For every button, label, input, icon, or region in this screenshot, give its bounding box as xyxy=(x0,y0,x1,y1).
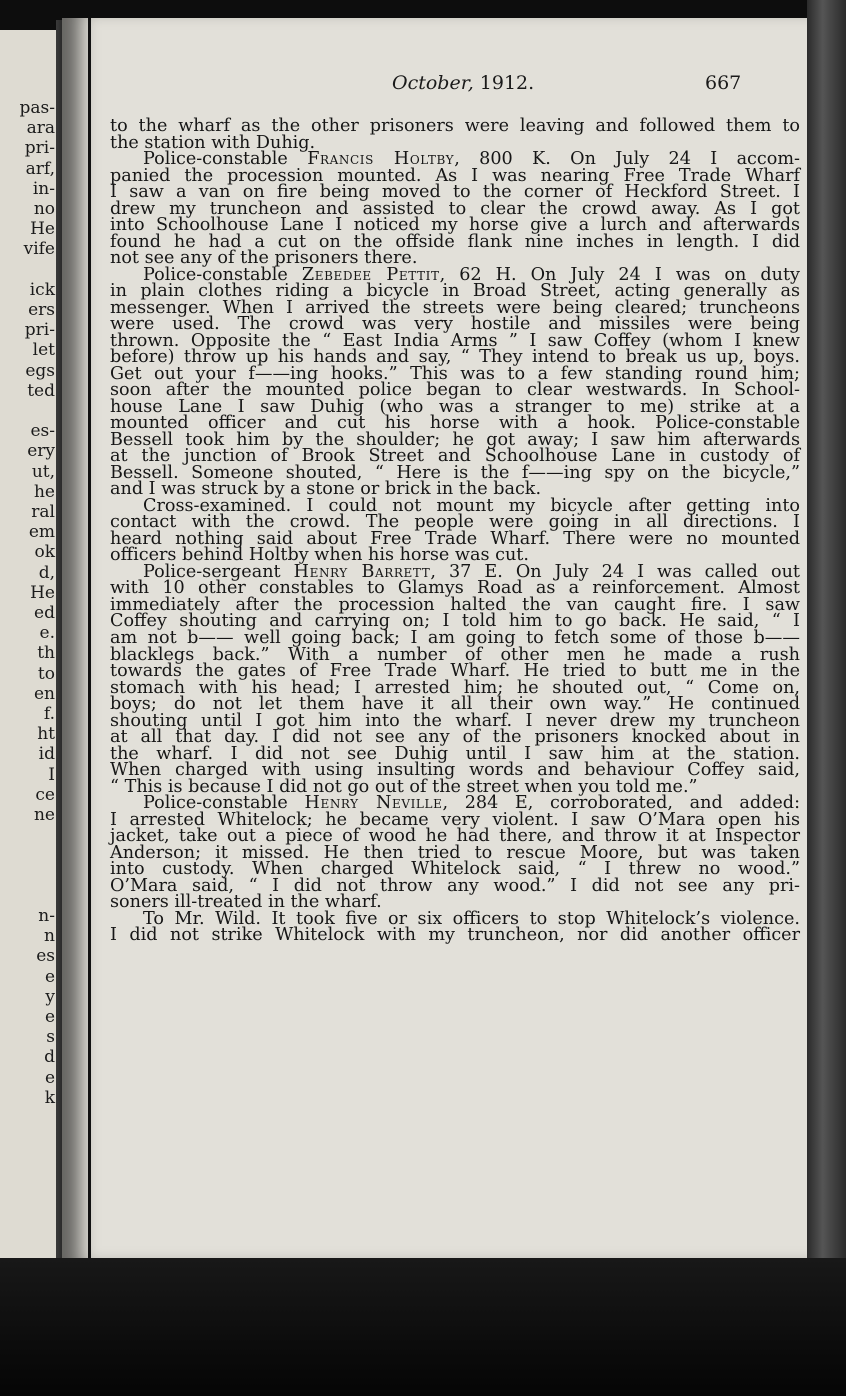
left-page-fragment: e xyxy=(44,966,55,987)
text-line: with 10 other constables to Glamys Road as a reinforcement. Almost xyxy=(110,578,800,599)
left-page-fragment: f. xyxy=(43,704,55,724)
text-line: into Schoolhouse Lane I noticed my horse give a lurch and afterwards xyxy=(110,215,800,236)
text-line: blacklegs back.” With a number of other men he made a rush xyxy=(110,644,800,665)
officer-name: Henry Barrett xyxy=(293,561,431,582)
text-line: soon after the mounted police began to clear westwards. In School- xyxy=(110,380,800,401)
text-line: immediately after the procession halted the van caught fire. I saw xyxy=(110,594,800,615)
left-page-fragment: let xyxy=(32,340,55,361)
left-page-fragment: ery xyxy=(27,441,55,462)
text-line: not see any of the prisoners there. xyxy=(110,248,418,269)
left-page-fragment: pas- xyxy=(19,98,55,118)
left-page-fragment: ted xyxy=(27,380,55,401)
left-page-fragment: es xyxy=(36,946,55,967)
text-line: stomach with his head; I arrested him; he shouted out, “ Come on, xyxy=(110,677,800,698)
left-page-fragment: He xyxy=(30,582,55,603)
left-page-margin xyxy=(0,30,58,1258)
scan-right-border xyxy=(807,0,846,1396)
left-page-fragment: em xyxy=(28,522,55,543)
left-page-fragment: no xyxy=(33,199,55,219)
left-page-fragment: id xyxy=(38,744,55,765)
left-page-fragment: d, xyxy=(38,562,55,583)
text-line: jacket, take out a piece of wood he had there, and throw it at Inspector xyxy=(110,826,800,847)
left-page-fragment: ut, xyxy=(31,461,55,482)
header-year: 1912. xyxy=(479,72,535,94)
officer-name: Zebedee Pettit xyxy=(301,264,440,285)
text-line: Coffey shouting and carrying on; I told him to go back. He said, “ I xyxy=(110,611,800,632)
left-page-fragment: ers xyxy=(28,300,55,320)
text-line: into custody. When charged Whitelock said, “ I threw no wood.” xyxy=(110,859,800,880)
line-text: Police-sergeant xyxy=(143,561,294,582)
line-text: , 284 E, corroborated, and added: xyxy=(442,793,800,814)
text-line: the wharf. I did not see Duhig until I saw him at the station. xyxy=(110,743,800,764)
left-page-fragment: He xyxy=(30,219,55,240)
text-line: Cross-examined. I could not mount my bicycle after getting into xyxy=(143,495,800,516)
text-line: and I was struck by a stone or brick in the back. xyxy=(110,479,542,500)
left-page-fragment: I xyxy=(48,764,55,785)
left-page-fragment: ed xyxy=(34,603,55,623)
text-line: am not b—— well going back; I am going to fetch some of those b—— xyxy=(110,627,800,648)
line-text: , 62 H. On July 24 I was on duty xyxy=(439,264,800,285)
text-line: “ This is because I did not go out of the street when you told me.” xyxy=(110,776,698,797)
line-text: , 37 E. On July 24 I was called out xyxy=(430,561,800,582)
officer-name: Francis Holtby xyxy=(307,149,455,170)
left-page-fragment: s xyxy=(46,1027,55,1048)
text-line: When charged with using insulting words and behaviour Coffey said, xyxy=(110,760,800,781)
officer-name: Henry Neville xyxy=(304,793,443,814)
scan-bottom-border xyxy=(0,1258,846,1396)
left-page-fragment: ce xyxy=(35,784,55,805)
book-page xyxy=(62,18,807,1258)
line-text: Police-constable xyxy=(143,149,308,170)
text-line: soners ill-treated in the wharf. xyxy=(110,892,382,913)
left-page-fragment: ne xyxy=(33,805,55,825)
text-line: Anderson; it missed. He then tried to rescue Moore, but was taken xyxy=(110,842,800,863)
left-page-fragment: e xyxy=(44,1007,55,1027)
text-line: mounted officer and cut his horse with a hook. Police-constable xyxy=(110,413,800,434)
text-line: Get out your f——ing hooks.” This was to a few standing round him; xyxy=(110,363,800,384)
text-line: messenger. When I arrived the streets were being cleared; truncheons xyxy=(110,297,800,318)
left-page-fragment: th xyxy=(37,643,55,664)
line-text: Police-constable xyxy=(143,264,302,285)
left-page-fragment: y xyxy=(45,986,55,1007)
left-page-fragment: e. xyxy=(39,623,55,644)
left-page-fragment: k xyxy=(44,1087,55,1108)
text-line: thrown. Opposite the “ East India Arms ” I saw Coffey (whom I knew xyxy=(110,330,800,351)
left-page-fragment: in- xyxy=(32,178,55,199)
text-line: to the wharf as the other prisoners were leaving and followed them to xyxy=(110,116,800,136)
text-line: Bessell took him by the shoulder; he got away; I saw him afterwards xyxy=(110,429,800,450)
text-line: officers behind Holtby when his horse was cut. xyxy=(110,545,529,566)
page-inner-edge xyxy=(88,18,91,1258)
text-line: I saw a van on fire being moved to the corner of Heckford Street. I xyxy=(110,182,800,203)
left-page-fragment: en xyxy=(33,683,55,704)
text-line: Bessell. Someone shouted, “ Here is the f——ing spy on the bicycle,” xyxy=(110,462,800,483)
left-page-fragment: ok xyxy=(34,542,55,563)
left-page-fragment: arf, xyxy=(25,158,55,179)
header-month: October, xyxy=(392,72,474,94)
text-line: To Mr. Wild. It took five or six officers to stop Whitelock’s violence. xyxy=(143,908,800,929)
page-number: 667 xyxy=(705,72,742,94)
text-line: were used. The crowd was very hostile and missiles were being xyxy=(110,314,800,335)
text-line: towards the gates of Free Trade Wharf. He tried to butt me in the xyxy=(110,661,800,682)
left-page-fragment: egs xyxy=(25,360,55,381)
text-line: contact with the crowd. The people were going in all directions. I xyxy=(110,512,800,533)
left-page-fragment: n xyxy=(44,926,55,947)
text-line: O’Mara said, “ I did not throw any wood.” I did not see any pri- xyxy=(110,875,800,896)
left-page-fragment: to xyxy=(37,663,55,684)
left-page-fragment: n- xyxy=(38,906,55,926)
text-line: at the junction of Brook Street and Schoolhouse Lane in custody of xyxy=(110,446,800,467)
left-page-fragment: pri- xyxy=(24,138,55,159)
body-text xyxy=(110,118,800,944)
left-page-fragment: d xyxy=(44,1047,55,1068)
text-line: the station with Duhig. xyxy=(110,132,316,153)
text-line: at all that day. I did not see any of the prisoners knocked about in xyxy=(110,727,800,748)
left-page-fragment: he xyxy=(33,481,55,502)
running-header xyxy=(392,72,534,94)
left-page-fragment: e xyxy=(44,1067,55,1088)
text-line: before) throw up his hands and say, “ They intend to break us up, boys. xyxy=(110,347,800,368)
text-line: house Lane I saw Duhig (who was a stranger to me) strike at a xyxy=(110,396,800,417)
left-page-fragment: vife xyxy=(23,239,55,260)
left-page-fragment: ral xyxy=(31,502,55,522)
left-page-fragment: pri- xyxy=(24,320,55,341)
left-page-fragment: ick xyxy=(29,279,55,300)
text-line: found he had a cut on the offside flank nine inches in length. I did xyxy=(110,231,800,252)
left-page-fragment: es- xyxy=(30,421,55,442)
line-text: Police-constable xyxy=(143,793,305,814)
text-line: boys; do not let them have it all their own way.” He continued xyxy=(110,694,800,715)
text-line: drew my truncheon and assisted to clear the crowd away. As I got xyxy=(110,198,800,219)
text-line: I did not strike Whitelock with my truncheon, nor did another officer xyxy=(110,925,800,946)
text-line: panied the procession mounted. As I was nearing Free Trade Wharf xyxy=(110,165,800,186)
text-line: I arrested Whitelock; he became very violent. I saw O’Mara open his xyxy=(110,809,800,830)
text-line: heard nothing said about Free Trade Wharf. There were no mounted xyxy=(110,528,800,549)
line-text: , 800 K. On July 24 I accom- xyxy=(454,149,800,170)
left-page-fragment: ara xyxy=(26,118,55,139)
left-page-fragment: ht xyxy=(37,724,55,745)
text-line: shouting until I got him into the wharf. I never drew my truncheon xyxy=(110,710,800,731)
text-line: in plain clothes riding a bicycle in Broad Street, acting generally as xyxy=(110,281,800,302)
